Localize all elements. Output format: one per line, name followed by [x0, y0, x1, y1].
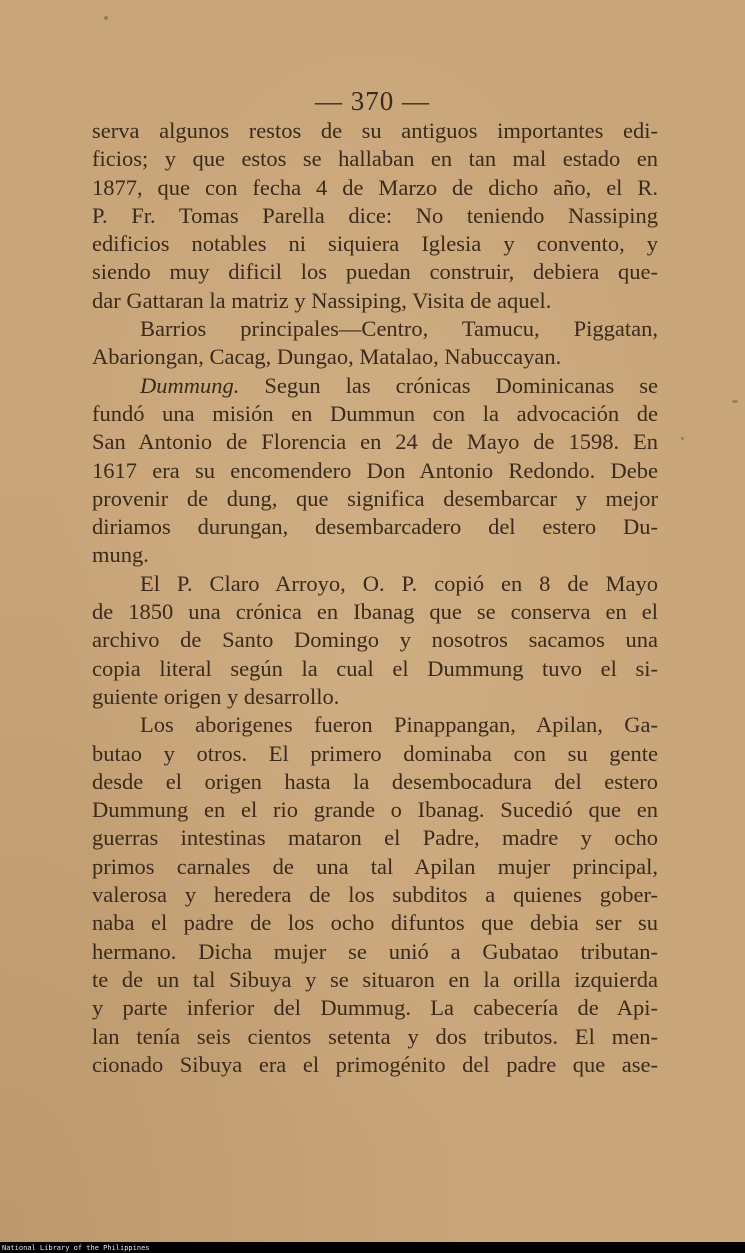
- text-line: ficios; y que estos se hallaban en tan mal estado en: [92, 146, 658, 172]
- text-line: mung.: [92, 542, 149, 568]
- text-line: 1877, que con fecha 4 de Marzo de dicho año, el R.: [92, 174, 658, 200]
- text-line: guiente origen y desarrollo.: [92, 683, 340, 709]
- text-line: 1617 era su encomendero Don Antonio Redondo. Debe: [92, 457, 658, 483]
- text-line: San Antonio de Florencia en 24 de Mayo de 1598. En: [92, 429, 658, 455]
- text-line: dar Gattaran la matriz y Nassiping, Visita de aquel.: [92, 287, 552, 313]
- text-line: te de un tal Sibuya y se situaron en la orilla izquierda: [92, 966, 658, 992]
- text-line: edificios notables ni siquiera Iglesia y convento, y: [92, 231, 658, 257]
- text-line: cionado Sibuya era el primogénito del padre que ase-: [92, 1051, 658, 1077]
- text-line: desde el origen hasta la desembocadura del estero: [92, 768, 658, 794]
- text-line: primos carnales de una tal Apilan mujer principal,: [92, 853, 658, 879]
- text-line: de 1850 una crónica en Ibanag que se conserva en el: [92, 599, 658, 625]
- text-line: siendo muy dificil los puedan construir, debiera que-: [92, 259, 658, 285]
- text-line: Abariongan, Cacag, Dungao, Matalao, Nabuccayan.: [92, 344, 562, 370]
- text-line: provenir de dung, que significa desembarcar y mejor: [92, 485, 658, 511]
- paper-speck: [104, 16, 108, 20]
- text-line: fundó una misión en Dummun con la advocación de: [92, 400, 658, 426]
- text-line: P. Fr. Tomas Parella dice: No teniendo Nassiping: [92, 202, 658, 228]
- text-line: El P. Claro Arroyo, O. P. copió en 8 de Mayo: [140, 570, 658, 596]
- text-line: Dummung en el rio grande o Ibanag. Sucedió que en: [92, 797, 658, 823]
- body-text: [92, 117, 658, 1079]
- text-line: guerras intestinas mataron el Padre, madre y ocho: [92, 825, 658, 851]
- text-line: butao y otros. El primero dominaba con su gente: [92, 740, 658, 766]
- text-line: serva algunos restos de su antiguos importantes edi-: [92, 118, 658, 143]
- text-line: naba el padre de los ocho difuntos que debia ser su: [92, 910, 658, 936]
- text-line: lan tenía seis cientos setenta y dos tributos. El men-: [92, 1023, 658, 1049]
- paper-speck: [681, 437, 684, 440]
- library-credit-footer: National Library of the Philippines: [0, 1243, 745, 1253]
- italic-heading-word: Dummung.: [140, 372, 240, 398]
- text-line: diriamos durungan, desembarcadero del estero Du-: [92, 514, 658, 540]
- text-line: valerosa y heredera de los subditos a quienes gober-: [92, 882, 658, 908]
- text-line: Barrios principales—Centro, Tamucu, Piggatan,: [140, 316, 658, 342]
- text-line: hermano. Dicha mujer se unió a Gubatao tributan-: [92, 938, 658, 964]
- text-line: copia literal según la cual el Dummung tuvo el si-: [92, 655, 658, 681]
- paper-speck: [732, 400, 738, 403]
- page-number-header: — 370 —: [315, 86, 430, 116]
- text-line: y parte inferior del Dummug. La cabecería de Api-: [92, 995, 658, 1021]
- text-line-rest: Segun las crónicas Dominicanas se: [239, 372, 658, 398]
- text-line-italic-lead: [92, 372, 658, 400]
- text-line: archivo de Santo Domingo y nosotros sacamos una: [92, 627, 658, 653]
- text-line: Los aborigenes fueron Pinappangan, Apilan, Ga-: [140, 712, 658, 738]
